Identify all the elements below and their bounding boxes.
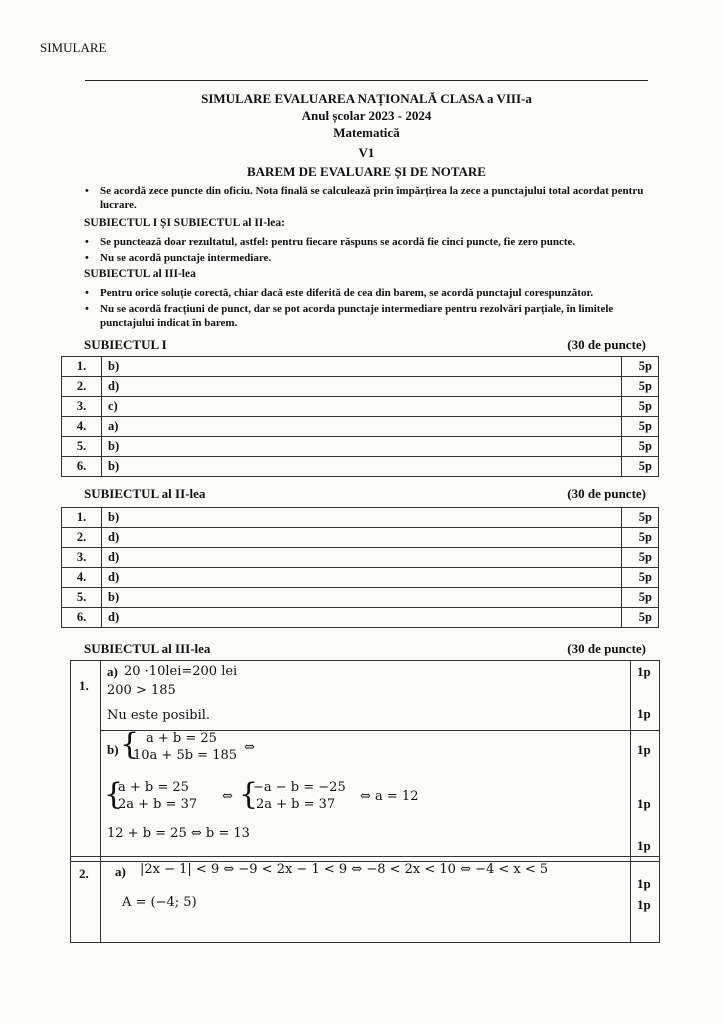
- problem-1a-line-1: 20 ·10lei=200 lei: [124, 664, 238, 679]
- subiect3-title: SUBIECTUL al III-lea: [84, 641, 211, 656]
- column-divider: [630, 660, 631, 942]
- system-2-equation-2: 2a + b = 37: [118, 797, 198, 812]
- system-1-equation-1: a + b = 25: [146, 731, 217, 746]
- subiect3-points: (30 de puncte): [567, 641, 646, 656]
- subiect2-row: [62, 588, 659, 608]
- subiect2-table: [61, 507, 659, 628]
- subiect2-row: [62, 608, 659, 628]
- subiect2-item-number: 3.: [62, 548, 102, 568]
- subiect1-row: [62, 417, 659, 437]
- subiect1-table: [61, 356, 659, 477]
- problem-2-number: 2.: [79, 866, 89, 881]
- system-3-equation-1: −a − b = −25: [253, 780, 346, 795]
- subiect1-row: [62, 437, 659, 457]
- subiect2-row: [62, 528, 659, 548]
- top-label: SIMULARE: [40, 40, 107, 55]
- column-divider: [100, 660, 101, 942]
- iff-symbol: ⇔: [222, 789, 233, 804]
- problem-1a-line-2: 200 > 185: [107, 683, 176, 698]
- problem-2a-line-1: |2x − 1| < 9 ⇔ −9 < 2x − 1 < 9 ⇔ −8 < 2x < 10 ⇔ −4 < x < 5: [140, 862, 549, 877]
- barem-title: BAREM DE EVALUARE ȘI DE NOTARE: [247, 164, 486, 179]
- instruction-subheading-1: SUBIECTUL I ȘI SUBIECTUL al II-lea:: [84, 217, 285, 229]
- instruction-bullet-2: • Se punctează doar rezultatul, astfel: pentru fiecare răspuns se acordă fie cinci puncte, fie zero puncte.: [100, 235, 655, 249]
- problem-1-number: 1.: [79, 678, 89, 693]
- problem-1b-points-3: 1p: [637, 838, 651, 853]
- problem-1b-line-3: 12 + b = 25 ⇔ b = 13: [107, 826, 250, 841]
- instruction-bullet-4: • Pentru orice soluție corectă, chiar dacă este diferită de cea din barem, se acordă punctajul corespunzător.: [100, 286, 655, 300]
- subiect1-answer: b): [102, 457, 622, 477]
- subiect1-points: 5p: [622, 457, 659, 477]
- subiect1-points: 5p: [622, 437, 659, 457]
- subiect2-answer: d): [102, 548, 622, 568]
- instruction-bullet-1: • Se acordă zece puncte din oficiu. Nota finală se calculează prin împărțirea la zece a punctajului total acordat pentru lucrare.: [100, 184, 655, 212]
- subiect2-item-number: 6.: [62, 608, 102, 628]
- system-brace: {: [104, 777, 124, 812]
- problem-1a-line-3: Nu este posibil.: [107, 708, 211, 723]
- subiect1-points: 5p: [622, 417, 659, 437]
- subiect2-row: [62, 508, 659, 528]
- problem-2a-points-1: 1p: [637, 876, 651, 891]
- subiect2-item-number: 2.: [62, 528, 102, 548]
- subiect2-answer: d): [102, 568, 622, 588]
- subiect1-points: (30 de puncte): [567, 337, 646, 352]
- subiect1-answer: b): [102, 357, 622, 377]
- system-brace: {: [120, 727, 140, 762]
- subiect1-item-number: 4.: [62, 417, 102, 437]
- subiect1-answer: d): [102, 377, 622, 397]
- variant: V1: [358, 145, 375, 160]
- instruction-bullet-3: • Nu se acordă punctaje intermediare.: [100, 251, 655, 265]
- problem-1b-points-2: 1p: [637, 796, 651, 811]
- subiect2-answer: b): [102, 588, 622, 608]
- problem-2a-label: a): [115, 864, 126, 879]
- system-1-equation-2: 10a + 5b = 185: [133, 748, 238, 763]
- subiect1-answer: c): [102, 397, 622, 417]
- subiect2-points: 5p: [622, 508, 659, 528]
- subiect2-item-number: 1.: [62, 508, 102, 528]
- subiect1-answer: a): [102, 417, 622, 437]
- problem-2a-line-2: A = (−4; 5): [122, 895, 197, 910]
- subiect2-answer: d): [102, 608, 622, 628]
- system-2-equation-1: a + b = 25: [118, 780, 189, 795]
- subiect1-item-number: 3.: [62, 397, 102, 417]
- exam-title: SIMULARE EVALUAREA NAȚIONALĂ CLASA a VIII-a: [201, 91, 532, 106]
- subiect1-title: SUBIECTUL I: [84, 337, 167, 352]
- subiect1-row: [62, 397, 659, 417]
- subiect1-item-number: 6.: [62, 457, 102, 477]
- subiect2-answer: b): [102, 508, 622, 528]
- subiect1-points: 5p: [622, 397, 659, 417]
- school-year: Anul școlar 2023 - 2024: [301, 108, 432, 123]
- subiect1-item-number: 1.: [62, 357, 102, 377]
- subiect2-points: 5p: [622, 528, 659, 548]
- system-result: ⇔ a = 12: [360, 789, 419, 804]
- system-3-equation-2: 2a + b = 37: [256, 797, 336, 812]
- problem-1a-label: a): [107, 664, 118, 679]
- subiect1-row: [62, 357, 659, 377]
- subiect2-points: 5p: [622, 608, 659, 628]
- subiect1-points: 5p: [622, 377, 659, 397]
- subiect2-points: 5p: [622, 548, 659, 568]
- header-rule: [85, 80, 648, 81]
- subiect2-item-number: 4.: [62, 568, 102, 588]
- subiect1-row: [62, 377, 659, 397]
- subiect2-row: [62, 548, 659, 568]
- instruction-bullet-5: • Nu se acordă fracțiuni de punct, dar se pot acorda punctaje intermediare pentru rezolvări parțiale, în limitele punctajului indicat în barem.: [100, 302, 655, 330]
- instruction-subheading-2: SUBIECTUL al III-lea: [84, 268, 196, 280]
- subiect2-points: 5p: [622, 568, 659, 588]
- subiect2-title: SUBIECTUL al II-lea: [84, 486, 206, 501]
- subiect2-item-number: 5.: [62, 588, 102, 608]
- problem-1b-points-1: 1p: [637, 742, 651, 757]
- subject-name: Matematică: [333, 125, 400, 140]
- subiect1-item-number: 2.: [62, 377, 102, 397]
- problem-2a-points-2: 1p: [637, 897, 651, 912]
- iff-symbol: ⇔: [244, 740, 255, 755]
- problem-1a-points-2: 1p: [637, 706, 651, 721]
- subiect2-row: [62, 568, 659, 588]
- row-divider: [70, 856, 659, 857]
- subiect2-points: (30 de puncte): [567, 486, 646, 501]
- subiect1-points: 5p: [622, 357, 659, 377]
- subiect1-item-number: 5.: [62, 437, 102, 457]
- problem-1a-points-1: 1p: [637, 664, 651, 679]
- problem-1b-label: b): [107, 742, 119, 757]
- system-brace: {: [239, 777, 259, 812]
- subiect2-answer: d): [102, 528, 622, 548]
- subiect1-answer: b): [102, 437, 622, 457]
- subiect2-points: 5p: [622, 588, 659, 608]
- subiect1-row: [62, 457, 659, 477]
